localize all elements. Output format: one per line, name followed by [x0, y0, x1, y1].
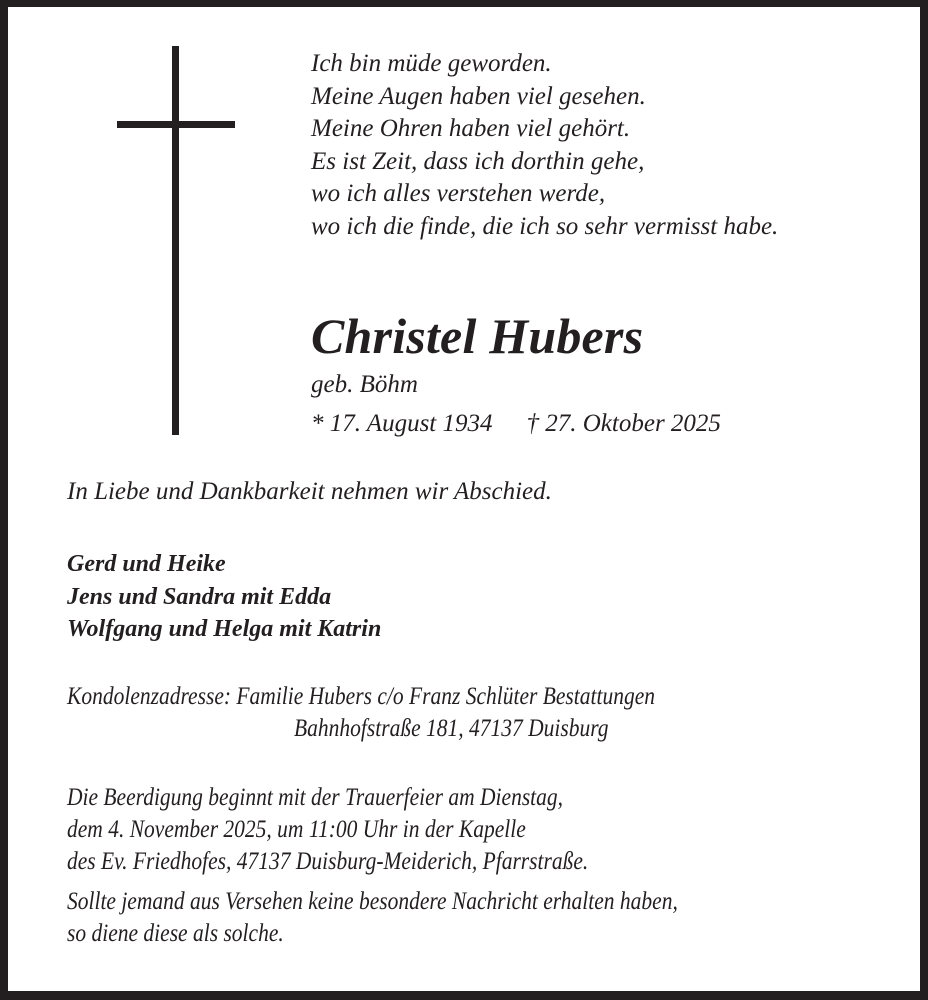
family-member: Wolfgang und Helga mit Katrin	[67, 616, 382, 642]
poem-line: wo ich die finde, die ich so sehr vermisst habe.	[311, 212, 779, 240]
notice-line	[67, 918, 777, 950]
notice-text	[67, 886, 777, 950]
family-list	[67, 548, 381, 646]
cross-horizontal-bar	[117, 121, 235, 128]
condolence-line-1	[67, 681, 751, 713]
poem	[311, 48, 778, 244]
notice-line-text: Sollte jemand aus Versehen keine besondere Nachricht erhalten haben,	[67, 888, 678, 915]
condolence-label: Kondolenzadresse:	[67, 683, 232, 710]
poem-line: Meine Ohren haben viel gehört.	[311, 115, 631, 143]
poem-line: Es ist Zeit, dass ich dorthin gehe,	[311, 147, 645, 175]
condolence-street: Bahnhofstraße 181, 47137 Duisburg	[294, 715, 609, 742]
poem-line: Ich bin müde geworden.	[311, 50, 552, 77]
family-member: Jens und Sandra mit Edda	[67, 583, 332, 610]
funeral-line-text: des Ev. Friedhofes, 47137 Duisburg-Meiderich, Pfarrstraße.	[67, 848, 589, 875]
condolence-text	[67, 681, 655, 713]
funeral-line	[67, 814, 673, 846]
funeral-line	[67, 846, 673, 878]
birth-name: geb. Böhm	[311, 371, 418, 398]
birth-date: * 17. August 1934	[311, 410, 493, 437]
poem-line: Meine Augen haben viel gesehen.	[311, 82, 646, 110]
deceased-name: Christel Hubers	[311, 308, 644, 364]
funeral-line-text: dem 4. November 2025, um 11:00 Uhr in der Kapelle	[67, 816, 526, 843]
condolence-address	[67, 681, 751, 745]
condolence-recipient: Familie Hubers c/o Franz Schlüter Bestattungen	[236, 683, 655, 710]
life-dates	[311, 408, 721, 440]
death-date: † 27. Oktober 2025	[526, 410, 721, 437]
funeral-line	[67, 782, 673, 814]
funeral-info	[67, 782, 673, 878]
condolence-line-2	[67, 713, 751, 745]
cross-vertical-bar	[172, 46, 179, 435]
farewell-text: In Liebe und Dankbarkeit nehmen wir Abschied.	[67, 478, 552, 505]
family-member: Gerd und Heike	[67, 551, 226, 577]
funeral-line-text: Die Beerdigung beginnt mit der Trauerfeier am Dienstag,	[67, 784, 564, 811]
notice-line	[67, 886, 777, 918]
notice-line-text: so diene diese als solche.	[67, 920, 284, 947]
poem-line: wo ich alles verstehen werde,	[311, 180, 606, 208]
